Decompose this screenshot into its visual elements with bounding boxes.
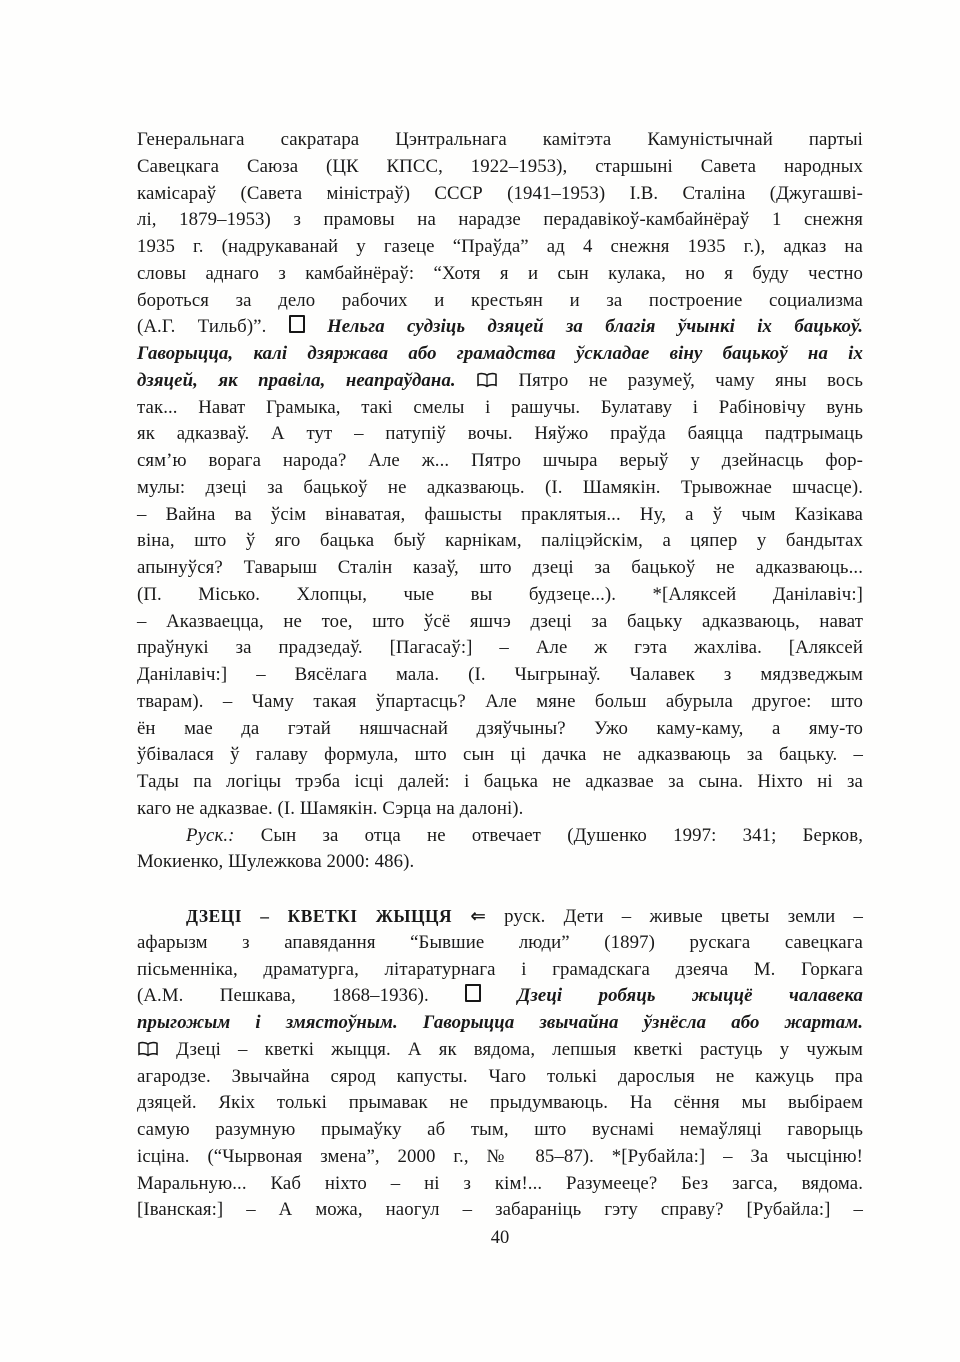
text-run: сям’ю ворага народа? Але ж... Пятро шчыра верыў у дзейнасць фор- xyxy=(137,450,863,471)
text-line xyxy=(137,207,863,234)
text-run: Савецкага Саюза (ЦК КПСС, 1922–1953), старшыні Савета народных xyxy=(137,155,863,177)
text-run: Генеральнага сакратара Цэнтральнага камітэта Камуністычнай партыі xyxy=(137,129,863,150)
headword: ДЗЕЦІ – КВЕТКІ ЖЫЦЦЯ xyxy=(186,906,471,926)
text-line xyxy=(137,1064,863,1091)
page-number: 40 xyxy=(490,1228,510,1248)
text-run: Руск.: xyxy=(186,824,261,846)
text-line xyxy=(137,742,863,769)
text-line xyxy=(137,957,863,984)
text-run: агародзе. Звычайна сярод капусты. Чаго толькі дарослыя не кажуць пра xyxy=(137,1065,863,1087)
text-run: – Вайна ва ўсім вінаватая, фашысты праклятыя... Ну, а ў чым Казікава xyxy=(137,503,863,525)
text-line xyxy=(137,528,863,555)
text-line xyxy=(137,395,863,422)
text-run: самую разумную прымаўку аб тым, што вуснамі немаўляці гаворыць xyxy=(137,1119,863,1140)
text-line xyxy=(137,421,863,448)
text-line xyxy=(137,502,863,529)
text-line xyxy=(137,769,863,796)
text-line xyxy=(137,930,863,957)
text-line xyxy=(137,983,863,1010)
text-line xyxy=(137,689,863,716)
text-run: Дзеці – кветкі жыцця. А як вядома, лепшыя кветкі растуць у чужым xyxy=(159,1038,863,1060)
text-run: як адказваў. А тут – патупіў вочы. Няўжо праўда баяцца падтрымаць xyxy=(137,423,863,445)
text-line xyxy=(137,1197,863,1224)
text-run: афарызм з апавядання “Бывшие люди” (1897) рускага савецкага xyxy=(137,931,863,953)
text-line xyxy=(137,475,863,502)
text-run: (А.М. Пешкава, 1868–1936). xyxy=(137,985,466,1007)
text-run: так... Нават Грамыка, такі смелы і рашучы. Булатаву і Рабіновічу вунь xyxy=(137,396,863,418)
text-run: Дзеці робяць жыццё чалавека xyxy=(481,985,863,1007)
text-run: мулы: дзеці за бацькоў не адказваюць. (І. Шамякін. Трывожнае шчасце). xyxy=(137,476,863,498)
entry-continuation-dzeci-za-backou xyxy=(137,127,863,823)
text-run: апынуўся? Таварыш Сталін казаў, што дзеці за бацькоў не адказваюць... xyxy=(137,557,863,578)
text-line xyxy=(137,288,863,315)
text-line xyxy=(137,1010,863,1037)
text-line xyxy=(137,796,863,823)
text-run: Маральную... Каб ніхто – ні з кім!... Разумееце? Без загса, вядома. xyxy=(137,1172,863,1194)
text-line xyxy=(137,716,863,743)
russian-equivalent-paragraph xyxy=(137,823,863,877)
text-run: Нельга судзіць дзяцей за благія ўчынкі іх бацькоў. xyxy=(304,316,864,338)
text-line xyxy=(137,1037,863,1064)
text-line xyxy=(137,448,863,475)
white-square-icon xyxy=(289,315,305,333)
text-line xyxy=(137,1171,863,1198)
text-line xyxy=(137,903,863,930)
text-run: [Іванская:] – А можа, наогул – забараніць гэту справу? [Рубайла:] – xyxy=(137,1199,863,1221)
text-run: ісціна. (“Чырвоная змена”, 2000 г., № 85–87). *[Рубайла:] – За чысціню! xyxy=(137,1145,863,1167)
text-line xyxy=(137,609,863,636)
text-run: камісараў (Савета міністраў) СССР (1941–1953) І.В. Сталіна (Джугашві- xyxy=(137,182,863,204)
text-run: прыгожым і змястоўным. Гаворыцца звычайна ўзнёсла або жартам. xyxy=(137,1012,863,1033)
text-line xyxy=(137,662,863,689)
text-run: 1935 г. (надрукаванай у газеце “Праўда” ад 4 снежня 1935 г.), адказ на xyxy=(137,236,863,257)
text-line xyxy=(137,368,863,395)
text-line xyxy=(137,823,863,850)
text-run: лі, 1879–1953) з прамовы на нарадзе перадавікоў-камбайнёраў 1 снежня xyxy=(137,209,863,231)
text-run: (П. Місько. Хлопцы, чые вы будзеце...). *[Аляксей Данілавіч:] xyxy=(137,583,863,605)
text-run: каго не адказвае. (І. Шамякін. Сэрца на далоні). xyxy=(137,797,524,819)
text-run: руск. Дети – живые цветы земли – xyxy=(485,906,863,927)
text-run: тварам). – Чаму такая ўпартасць? Але мяне больш абурыла другое: што xyxy=(137,690,863,712)
text-run: віна, што ў яго бацька быў карнікам, паліцэйскім, а цяпер у бандытах xyxy=(137,530,863,552)
text-run: дзяцей. Якіх толькі прымавак не прыдумваюць. На сёння мы выбіраем xyxy=(137,1092,863,1114)
open-book-icon xyxy=(137,1037,159,1064)
text-run: Данілавіч:] – Вясёлага мала. (І. Чыгрынаў. Чалавек з мядзведжым xyxy=(137,664,863,685)
text-line xyxy=(137,1090,863,1117)
text-line xyxy=(137,181,863,208)
text-line xyxy=(137,582,863,609)
text-line xyxy=(137,314,863,341)
text-block xyxy=(137,127,863,1224)
text-run: пісьменніка, драматурга, літаратурнага і грамадскага дзеяча М. Горкага xyxy=(137,958,863,980)
text-run: праўнукі за прадзедаў. [Пагасаў:] – Але ж гэта жахліва. [Аляксей xyxy=(137,637,863,659)
text-line xyxy=(137,154,863,181)
text-run: ўбівалася ў галаву формула, што сын ці дачка не адказваюць за бацьку. – xyxy=(137,744,863,766)
text-line xyxy=(137,234,863,261)
open-book-icon xyxy=(476,368,498,395)
white-square-icon xyxy=(465,984,481,1002)
text-run: – Аказваецца, не тое, што ўсё яшчэ дзеці за бацьку адказваюць, нават xyxy=(137,610,863,632)
text-line xyxy=(137,261,863,288)
text-run: Сын за отца не отвечает (Душенко 1997: 341; Берков, xyxy=(260,824,864,846)
text-run: дзяцей, як правіла, неапраўдана. xyxy=(137,369,477,391)
text-line xyxy=(137,1144,863,1171)
text-run: Тады па логіцы трэба ісці далей: і бацька не адказвае за сына. Ніхто ні за xyxy=(137,771,863,792)
text-line xyxy=(137,1117,863,1144)
text-run: бороться за дело рабочих и крестьян и за построение социализма xyxy=(137,289,863,311)
text-line xyxy=(137,849,863,876)
text-run: Мокиенко, Шулежкова 2000: 486). xyxy=(137,851,415,873)
text-run: Пятро не разумеў, чаму яны вось xyxy=(498,369,863,391)
text-run: (А.Г. Тильб)”. xyxy=(137,316,289,338)
text-line xyxy=(137,127,863,154)
text-line xyxy=(137,635,863,662)
text-run: словы аднаго з камбайнёраў: “Хотя я и сын кулака, но я буду честно xyxy=(137,262,863,284)
text-run: ён мае да гэтай няшчаснай дзяўчыны? Ужо каму-каму, а яму-то xyxy=(137,717,863,739)
text-line xyxy=(137,341,863,368)
entry-dzeci-kvetki-zyccia xyxy=(137,903,863,1224)
text-line xyxy=(137,555,863,582)
double-arrow-icon: ⇐ xyxy=(470,906,486,927)
text-run: Гаворыцца, калі дзяржава або грамадства ўскладае віну бацькоў на іх xyxy=(137,343,863,364)
